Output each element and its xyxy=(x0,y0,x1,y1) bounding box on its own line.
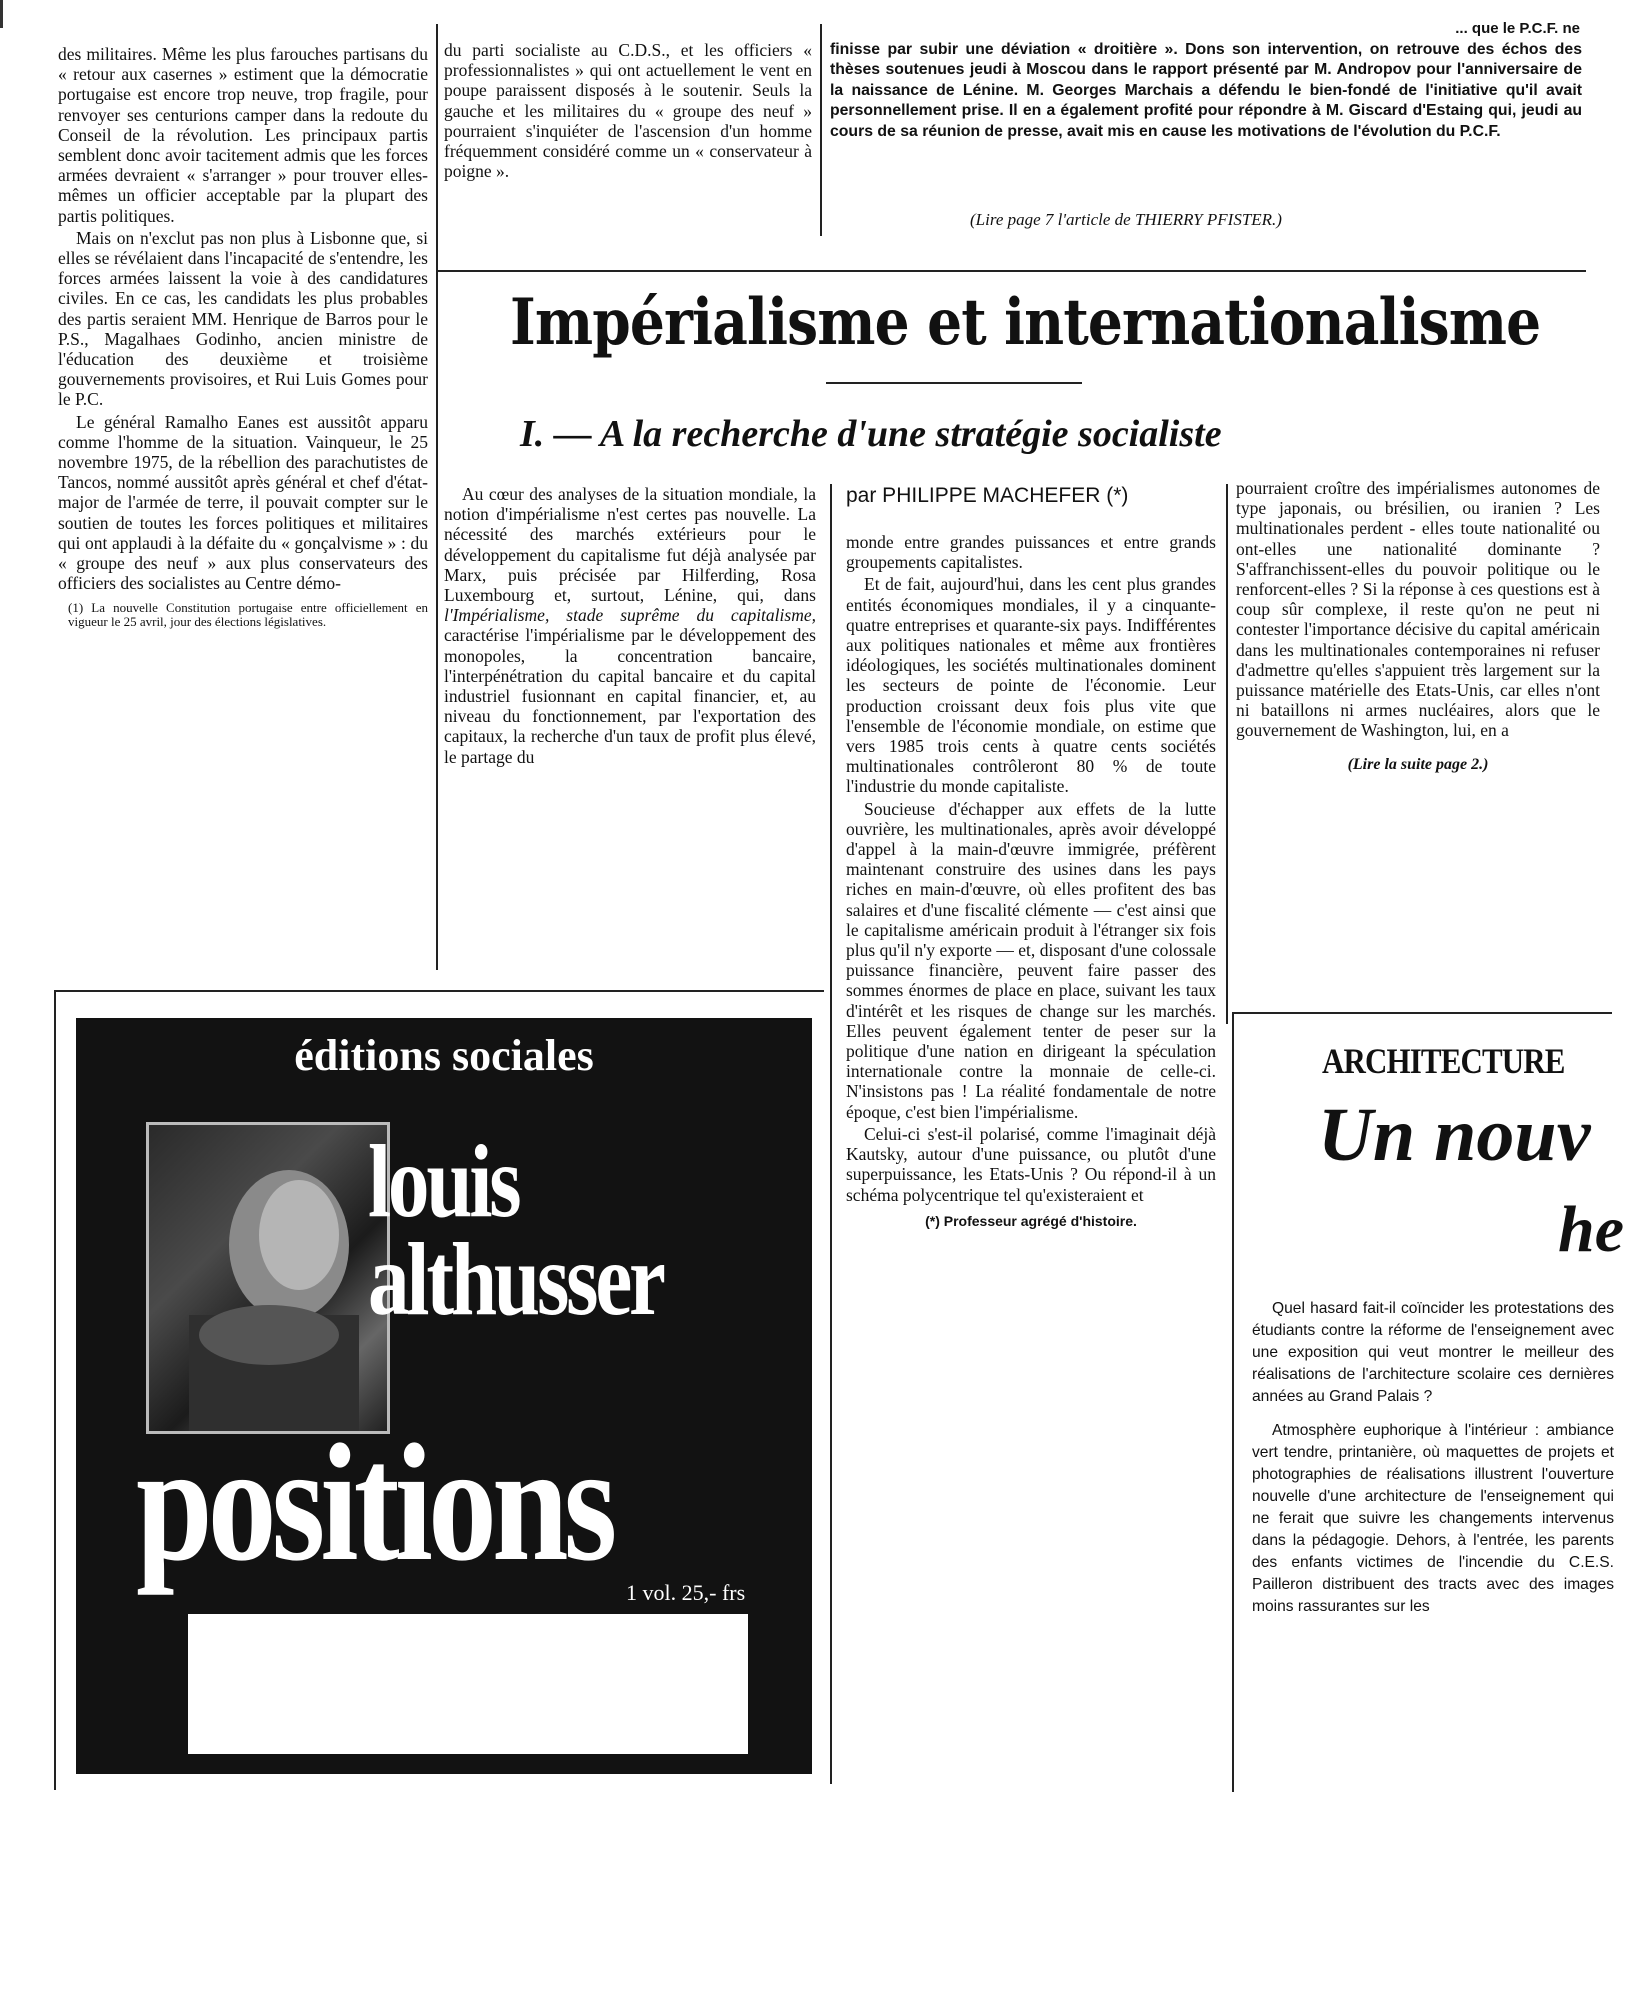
ad-author-last-name: althusser xyxy=(368,1222,663,1337)
architecture-paragraph: Quel hasard fait-il coïncider les protestations des étudiants contre la réforme de l'enseignement avec une exposition qui veut montrer le meilleur des réalisations de l'architecture scolaire ces dernières années au Grand Palais ? xyxy=(1252,1300,1614,1405)
architecture-top-rule xyxy=(1232,1012,1612,1014)
column-portugal-2 xyxy=(444,40,812,183)
continued-reference: (Lire la suite page 2.) xyxy=(1347,755,1489,773)
architecture-left-rule xyxy=(1232,1012,1234,1792)
col2-paragraph: du parti socialiste au C.D.S., et les officiers « professionnalistes » qui ont actuellement le vent en poupe paraissent disposés à le soutenir. Seuls la gauche et les militaires du « groupe des neuf » pourraient s'inquiéter de l'ascension d'un homme fréquemment considéré comme un « conservateur à poigne ». xyxy=(444,40,812,182)
architecture-kicker: ARCHITECTURE xyxy=(1322,1041,1565,1081)
article-subhead: I. — A la recherche d'une stratégie socialiste xyxy=(520,413,1222,455)
book-advertisement xyxy=(76,1018,812,1774)
ad-publisher: éditions sociales xyxy=(294,1031,594,1080)
article-paragraph: Soucieuse d'échapper aux effets de la lutte ouvrière, les multinationales, après avoir développé d'appel à la main-d'œuvre immigrée, préfèrent maintenant construire des usines dans les pays riches en main-d'œuvre, où elles profitent des bas salaires et d'une fiscalité clémente — c'est ainsi que le capitalisme américain produit à l'étranger six fois plus qu'il n'y exporte — et, disposant d'une colossale puissance financière, peuvent faire passer des sommes énormes de place en place, suivant les taux d'intérêt et les risques de change sur les marchés. Elles peuvent également tenter de peser sur la politique d'une nation en dirigeant la spéculation internationale contre la monnaie de celle-ci. N'insistons pas ! La réalité fondamentale de notre époque, c'est bien l'impérialisme. xyxy=(846,798,1216,1122)
article-byline: par PHILIPPE MACHEFER (*) xyxy=(846,484,1129,507)
book-title: l'Impérialisme, stade suprême du capitalisme, xyxy=(444,605,816,626)
col1-paragraph: des militaires. Même les plus farouches partisans du « retour aux casernes » estiment que la démocratie portugaise est encore trop neuve, trop fragile, pour renvoyer ses centurions camper dans la redoute du Conseil de la révolution. Les principaux partis semblent donc avoir tacitement admis que les forces armées devraient « s'arranger » pour trouver elles-mêmes un officier acceptable par la plupart des partis politiques. xyxy=(58,44,428,226)
ad-blank-panel xyxy=(188,1614,748,1754)
article-text: Au cœur des analyses de la situation mondiale, la notion d'impérialisme n'est certes pas nouvelle. La nécessité des marchés extérieurs pour le développement du capitalisme fut déjà analysée par Marx, puis précisée par Hilferding, Rosa Luxembourg et, surtout, Lénine, qui, dans xyxy=(444,484,816,606)
fold-mark xyxy=(0,0,13,28)
article-paragraph: pourraient croître des impérialismes autonomes de type japonais, ou brésilien, ou iranien ? Les multinationales perdent - elles toute nationalité ou ont-elles une nationalité dominante ? S'affranchissent-elles du pouvoir politique ou le renforcent-elles ? Si la réponse à ces questions est à coup sûr complexe, il reste qu'on ne peut ni contester l'importance décisive du capital américain dans les multinationales contemporaines ni refuser d'admettre qu'elles s'appuient très largement sur la puissance matérielle des Etats-Unis, car elles n'ont ni bataillons ni armes nucléaires, alors que le gouvernement de Washington, lui, en a xyxy=(1236,478,1600,741)
article-paragraph xyxy=(444,484,816,767)
pcf-top-fragment: ... que le P.C.F. ne xyxy=(1455,20,1580,37)
article-paragraph: Et de fait, aujourd'hui, dans les cent plus grandes entités économiques mondiales, il y a cinquante-quatre entreprises et quarante-six pays. Indifférentes aux politiques nationales et même aux frontières idéologiques, les sociétés multinationales dominent les secteurs de pointe de l'économie. Leur production croissant deux fois plus vite que l'ensemble de l'économie mondiale, on estime que vers 1985 trois cents à quatre cents sociétés multinationales contrôleront 80 % de toute l'industrie du monde capitaliste. xyxy=(846,574,1216,797)
pcf-text: finisse par subir une déviation « droitière ». Dons son intervention, on retrouve des échos des thèses soutenues jeudi à Moscou dans le rapport présenté par M. Andropov pour l'anniversaire de la naissance de Lénine. M. Georges Marchais a défendu le bien-fondé de l'initiative qu'il avait personnellement prise. Il en a également profité pour répondre à M. Giscard d'Estaing qui, jeudi au cours de sa réunion de presse, avait mis en cause les motivations de l'évolution du P.C.F. xyxy=(830,41,1582,140)
ad-price: 1 vol. 25,- frs xyxy=(626,1580,746,1605)
ad-author-first-name: louis xyxy=(368,1124,519,1239)
article-column-a xyxy=(444,484,816,769)
architecture-headline-line1: Un nouv xyxy=(1318,1093,1591,1177)
article-paragraph: monde entre grandes puissances et entre grands groupements capitalistes. xyxy=(846,532,1216,573)
col1-footnote: (1) La nouvelle Constitution portugaise entre officiellement en vigueur le 25 avril, jour des élections législatives. xyxy=(68,600,428,630)
article-text: caractérise l'impérialisme par le développement des monopoles, la concentration bancaire, l'interpénétration du capital bancaire et du capital industriel fusionnant en capital financier, et, au niveau du fonctionnement, par l'exportation des capitaux, la recherche d'un taux de profit plus élevé, le partage du xyxy=(444,625,816,767)
article-paragraph: Celui-ci s'est-il polarisé, comme l'imaginait déjà Kautsky, autour d'une puissance, ou plutôt d'une superpuissance, les Etats-Unis ? Ou répond-il à un schéma polycentrique tel qu'existeraient et xyxy=(846,1123,1216,1205)
article-column-b xyxy=(846,532,1216,1231)
headline-top-rule xyxy=(436,270,1586,272)
author-note: (*) Professeur agrégé d'histoire. xyxy=(925,1212,1137,1229)
architecture-headline-line2: he xyxy=(1558,1193,1624,1266)
article-column-c xyxy=(1236,478,1600,775)
column-divider xyxy=(1226,484,1228,1024)
column-portugal-1 xyxy=(58,44,428,629)
col1-paragraph: Mais on n'exclut pas non plus à Lisbonne que, si elles se révélaient dans l'incapacité de s'entendre, les forces armées laissent la voie à des candidatures civiles. En ce cas, les candidats les plus probables des partis seraient MM. Henrique de Barros pour le P.S., Magalhaes Godinho, ancien ministre de l'éducation des deuxième et troisième gouvernements provisoires, et Rui Luis Gomes pour le P.C. xyxy=(58,227,428,410)
architecture-paragraph: Atmosphère euphorique à l'intérieur : ambiance vert tendre, printanière, où maquettes de projets et photographies de réalisations illustrent l'ouverture nouvelle d'une architecture de l'enseignement qui ne ferait que suivre les changements intervenus dans la pédagogie. Dehors, à l'entrée, les parents des enfants victimes de l'incendie du C.E.S. Pailleron distribuent des tracts avec des images moins rassurantes sur les xyxy=(1252,1422,1614,1615)
pcf-reference: (Lire page 7 l'article de THIERRY PFISTER.) xyxy=(970,210,1282,229)
column-divider xyxy=(820,24,822,236)
portrait-image xyxy=(149,1125,387,1431)
ad-book-title: positions xyxy=(136,1410,613,1596)
ad-top-rule xyxy=(54,990,824,992)
architecture-text xyxy=(1252,1298,1614,1618)
headline-underline xyxy=(826,382,1082,384)
article-box-left xyxy=(436,270,438,970)
column-divider xyxy=(830,484,832,1784)
ad-left-rule xyxy=(54,990,56,1790)
col1-paragraph: Le général Ramalho Eanes est aussitôt apparu comme l'homme de la situation. Vainqueur, le 25 novembre 1975, de la rébellion des parachutistes de Tancos, nommé aussitôt après général et chef d'état-major de l'armée de terre, il pouvait compter sur le soutien de toutes les forces politiques et militaires qui ont applaudi à la défaite du « gonçalvisme » : du « groupe des neuf » aux plus conservateurs des officiers des socialistes au Centre démo- xyxy=(58,411,428,594)
author-photo xyxy=(146,1122,390,1434)
article-headline: Impérialisme et internationalisme xyxy=(510,285,1541,360)
